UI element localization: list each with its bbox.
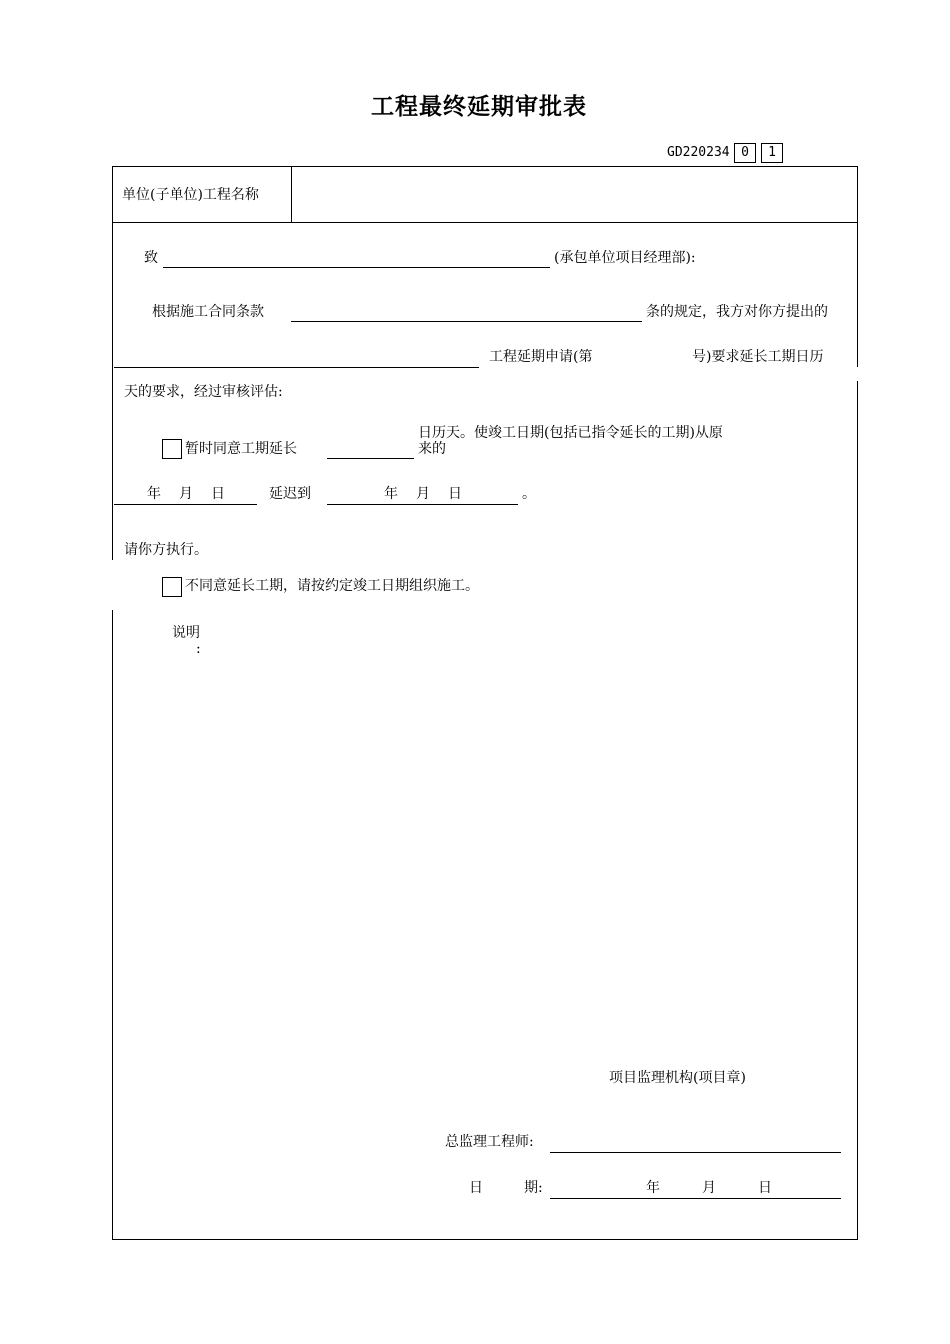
from-year-label: 年	[147, 486, 161, 502]
application-text: 工程延期申请(第	[489, 349, 593, 365]
execute-text: 请你方执行。	[124, 542, 208, 558]
agree-suffix-line2: 来的	[418, 441, 446, 457]
contract-suffix: 条的规定，我方对你方提出的	[646, 304, 828, 320]
form-code-prefix: GD220234	[667, 145, 730, 160]
disagree-option-label: 不同意延长工期，请按约定竣工日期组织施工。	[185, 578, 479, 594]
left-border-lower	[112, 610, 113, 1238]
note-label: 说明	[172, 625, 200, 641]
chief-engineer-signature-line[interactable]	[550, 1152, 841, 1153]
agree-suffix-line1: 日历天。使竣工日期(包括已指令延长的工期)从原	[418, 425, 723, 441]
agree-option-label: 暂时同意工期延长	[185, 441, 297, 457]
to-day-label: 日	[448, 486, 462, 502]
border-gap	[855, 367, 859, 381]
footer-day-label: 日	[758, 1180, 772, 1196]
to-month-label: 月	[416, 486, 430, 502]
chief-engineer-label: 总监理工程师:	[445, 1134, 534, 1150]
project-name-label: 单位(子单位)工程名称	[122, 187, 259, 203]
disagree-checkbox[interactable]	[162, 577, 182, 597]
footer-month-label: 月	[702, 1180, 716, 1196]
to-recipient-line[interactable]	[163, 267, 550, 268]
form-code-box-1: 0	[734, 143, 756, 163]
to-date-line[interactable]	[327, 504, 518, 505]
org-stamp-label: 项目监理机构(项目章)	[609, 1070, 746, 1086]
review-text: 天的要求，经过审核评估:	[124, 384, 283, 400]
agree-checkbox[interactable]	[162, 439, 182, 459]
form-code-box-2: 1	[761, 143, 783, 163]
row-divider	[112, 222, 858, 223]
contract-clause-line[interactable]	[291, 321, 642, 322]
from-day-label: 日	[211, 486, 225, 502]
application-project-line[interactable]	[114, 367, 479, 368]
date-label-1: 日	[469, 1180, 483, 1196]
delay-to-label: 延迟到	[269, 486, 311, 502]
footer-date-line[interactable]	[550, 1198, 841, 1199]
note-label-colon: :	[196, 641, 201, 657]
from-date-line[interactable]	[114, 504, 257, 505]
date-label-2: 期:	[524, 1180, 543, 1196]
application-suffix: 号)要求延长工期日历	[692, 349, 824, 365]
from-month-label: 月	[179, 486, 193, 502]
to-suffix: (承包单位项目经理部):	[554, 250, 696, 266]
extension-days-line[interactable]	[327, 458, 414, 459]
form-frame	[112, 166, 858, 1240]
to-prefix: 致	[144, 250, 158, 266]
page-title: 工程最终延期审批表	[371, 94, 587, 120]
label-divider	[291, 166, 292, 222]
to-year-label: 年	[384, 486, 398, 502]
footer-year-label: 年	[646, 1180, 660, 1196]
contract-prefix: 根据施工合同条款	[152, 304, 264, 320]
date-period: 。	[522, 486, 536, 502]
